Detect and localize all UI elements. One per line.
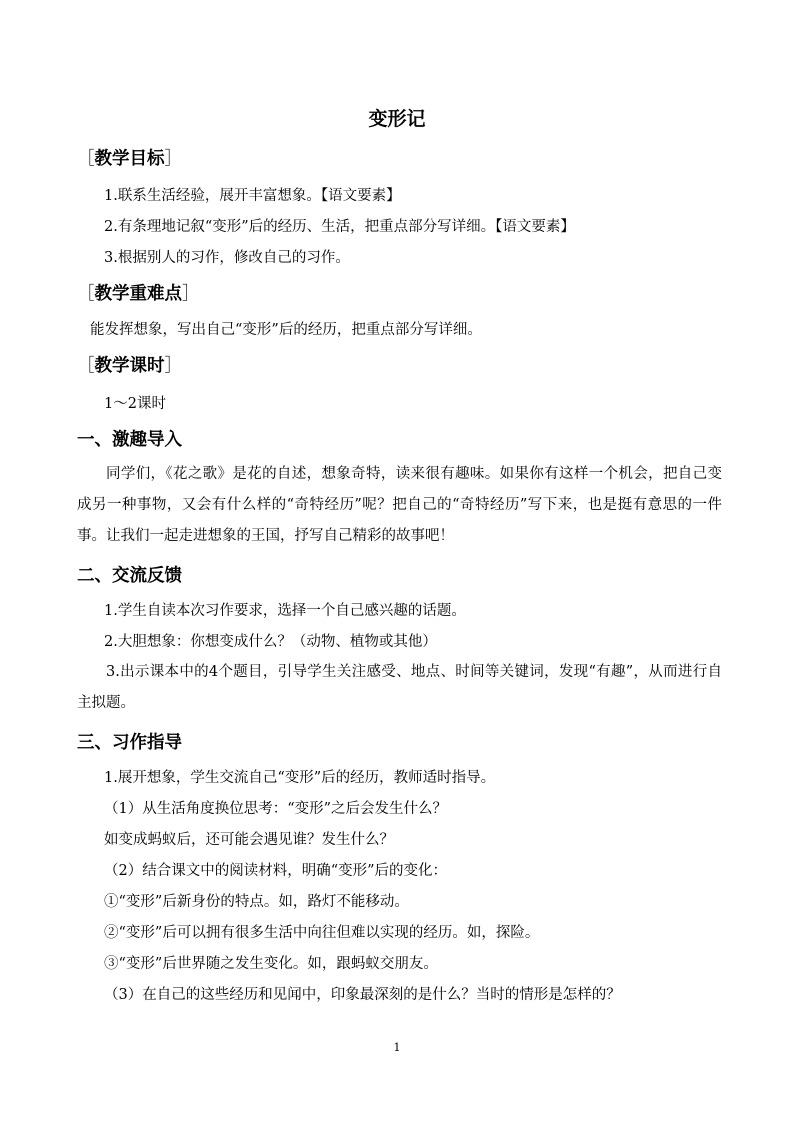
part3-line-4: （2）结合课文中的阅读材料，明确“变形”后的变化： <box>104 863 448 879</box>
goal-item-2: 2.有条理地记叙“变形”后的经历、生活，把重点部分写详细。【语文要素】 <box>104 219 575 235</box>
part3-line-2: （1）从生活角度换位思考：“变形”之后会发生什么？ <box>104 801 448 817</box>
hours-text: 1～2课时 <box>104 396 166 412</box>
section-heading-goals: ［教学目标］ <box>77 149 182 169</box>
page-title: 变形记 <box>368 108 426 130</box>
part3-line-3: 如变成蚂蚁后，还可能会遇见谁？发生什么？ <box>104 832 394 848</box>
part3-line-6: ②“变形”后可以拥有很多生活中向往但难以实现的经历。如，探险。 <box>104 925 540 941</box>
goal-item-1: 1.联系生活经验，展开丰富想象。【语文要素】 <box>104 188 401 204</box>
goal-item-3: 3.根据别人的习作，修改自己的习作。 <box>104 250 350 266</box>
part2-item-3: 3.出示课本中的4个题目，引导学生关注感受、地点、时间等关键词，发现“有趣”，从而进行自主拟题。 <box>77 664 722 711</box>
section-heading-hours: ［教学课时］ <box>77 356 182 376</box>
part3-line-7: ③“变形”后世界随之发生变化。如，跟蚂蚁交朋友。 <box>104 956 438 972</box>
part2-item-1: 1.学生自读本次习作要求，选择一个自己感兴趣的话题。 <box>104 603 466 619</box>
section-heading-part1: 一、激趣导入 <box>77 430 182 450</box>
part2-item-2: 2.大胆想象：你想变成什么？（动物、植物或其他） <box>104 634 437 650</box>
part1-paragraph: 同学们，《花之歌》是花的自述，想象奇特，读来很有趣味。如果你有这样一个机会，把自己变成另一种事物，又会有什么样的“奇特经历”呢？把自己的“奇特经历”写下来，也是挺有意思的一件事。让我们一起走进想象的王国，抒写自己精彩的故事吧！ <box>77 466 722 544</box>
part3-line-8: （3）在自己的这些经历和见闻中，印象最深刻的是什么？当时的情形是怎样的？ <box>104 987 621 1003</box>
page-number: 1 <box>393 1041 401 1054</box>
difficulty-text: 能发挥想象，写出自己“变形”后的经历，把重点部分写详细。 <box>90 322 482 338</box>
part3-line-1: 1.展开想象，学生交流自己“变形”后的经历，教师适时指导。 <box>104 770 496 786</box>
section-heading-part2: 二、交流反馈 <box>77 566 182 586</box>
section-heading-difficulty: ［教学重难点］ <box>77 284 200 304</box>
part3-line-5: ①“变形”后新身份的特点。如，路灯不能移动。 <box>104 894 409 910</box>
section-heading-part3: 三、习作指导 <box>77 733 182 753</box>
